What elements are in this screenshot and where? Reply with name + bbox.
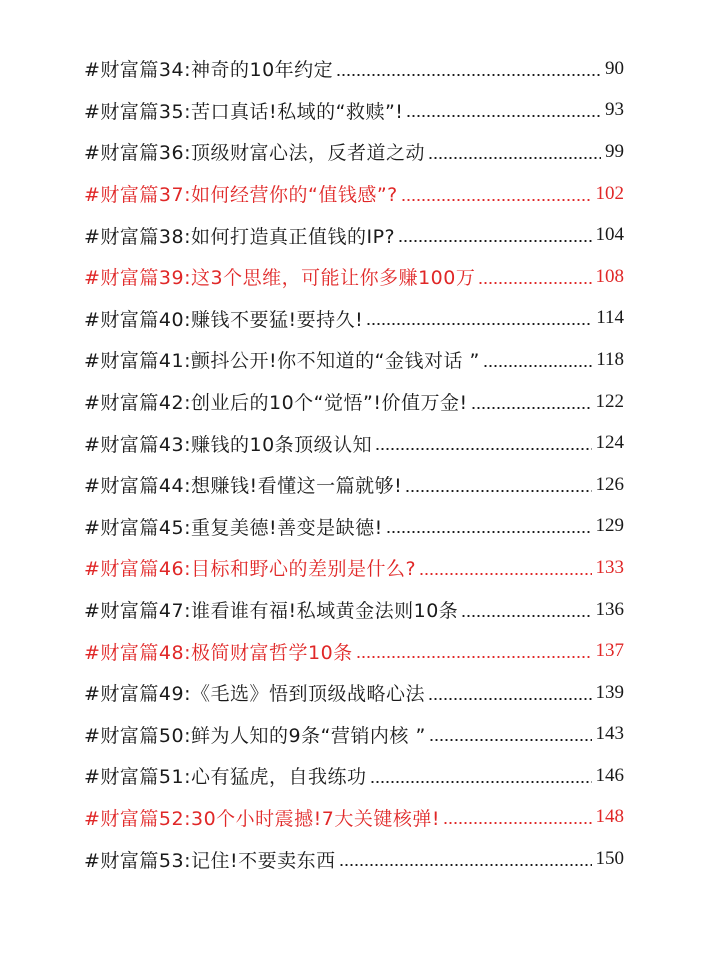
toc-entry [84,48,624,90]
toc-entry [84,381,624,423]
toc-entry-title: #财富篇52:30个小时震撼!7大关键核弹! [84,807,440,830]
toc-entry-title: #财富篇38:如何打造真正值钱的IP? [84,225,396,248]
toc-entry-page-number: 129 [595,515,624,537]
dot-leader [405,490,591,492]
toc-entry-page-number: 133 [595,556,624,578]
dot-leader [406,115,601,117]
dot-leader [471,407,592,409]
toc-entry-title: #财富篇44:想赚钱!看懂这一篇就够! [84,475,403,498]
toc-entry-page-number: 136 [595,598,624,620]
toc-entry-page-number: 148 [595,806,624,828]
toc-entry-page-number: 126 [595,473,624,495]
dot-leader [375,448,591,450]
toc-entry [84,755,624,797]
toc-entry-page-number: 118 [596,348,624,370]
toc-entry-title: #财富篇53:记住!不要卖东西 [84,849,336,872]
dot-leader [428,698,592,700]
toc-entry-title: #财富篇45:重复美德!善变是缺德! [84,516,383,539]
toc-entry-page-number: 124 [595,432,624,454]
toc-entry [84,131,624,173]
table-of-contents [84,48,624,880]
toc-entry-page-number: 146 [595,764,624,786]
toc-entry [84,547,624,589]
dot-leader [336,74,601,76]
toc-entry-page-number: 143 [595,723,624,745]
toc-entry-title: #财富篇51:心有猛虎，自我练功 [84,766,367,789]
toc-entry-page-number: 122 [595,390,624,412]
toc-entry-page-number: 102 [595,182,624,204]
dot-leader [386,531,592,533]
toc-entry-title: #财富篇39:这3个思维，可能让你多赚100万 [84,267,476,290]
toc-entry [84,464,624,506]
toc-entry [84,672,624,714]
toc-entry [84,173,624,215]
dot-leader [370,781,592,783]
dot-leader [443,822,592,824]
toc-entry [84,589,624,631]
toc-entry-page-number: 93 [605,99,624,121]
toc-entry [84,256,624,298]
dot-leader [478,282,591,284]
dot-leader [339,864,592,866]
toc-entry [84,838,624,880]
toc-entry-title: #财富篇40:赚钱不要猛!要持久! [84,308,364,331]
toc-entry-page-number: 137 [595,640,624,662]
toc-entry [84,422,624,464]
toc-entry-title: #财富篇43:赚钱的10条顶级认知 [84,433,373,456]
toc-entry [84,339,624,381]
toc-entry-title: #财富篇35:苦口真话!私域的“救赎”! [84,100,404,123]
toc-entry-title: #财富篇42:创业后的10个“觉悟”!价值万金! [84,392,468,415]
toc-entry [84,630,624,672]
dot-leader [401,199,592,201]
toc-entry-title: #财富篇41:颤抖公开!你不知道的“金钱对话 ” [84,350,480,373]
toc-entry-title: #财富篇46:目标和野心的差别是什么? [84,558,417,581]
toc-entry [84,214,624,256]
toc-entry-title: #财富篇34:神奇的10年约定 [84,59,334,82]
toc-entry-page-number: 139 [595,681,624,703]
dot-leader [366,323,592,325]
dot-leader [398,240,591,242]
toc-entry-title: #财富篇47:谁看谁有福!私域黄金法则10条 [84,600,459,623]
toc-entry-page-number: 90 [605,57,624,79]
toc-entry-title: #财富篇50:鲜为人知的9条“营销内核 ” [84,724,426,747]
toc-entry [84,506,624,548]
toc-entry-title: #财富篇49:《毛选》悟到顶级战略心法 [84,683,425,706]
toc-entry [84,298,624,340]
toc-entry-title: #财富篇37:如何经营你的“值钱感”? [84,184,398,207]
toc-entry [84,714,624,756]
toc-entry-page-number: 114 [596,307,624,329]
toc-entry [84,90,624,132]
toc-entry-title: #财富篇48:极简财富哲学10条 [84,641,353,664]
dot-leader [429,739,592,741]
toc-entry-page-number: 150 [595,848,624,870]
toc-entry-page-number: 104 [595,224,624,246]
toc-entry-title: #财富篇36:顶级财富心法，反者道之动 [84,142,425,165]
dot-leader [419,573,591,575]
dot-leader [428,157,601,159]
dot-leader [356,656,592,658]
toc-entry-page-number: 108 [595,265,624,287]
toc-entry-page-number: 99 [605,140,624,162]
dot-leader [483,365,592,367]
toc-entry [84,797,624,839]
dot-leader [461,615,591,617]
